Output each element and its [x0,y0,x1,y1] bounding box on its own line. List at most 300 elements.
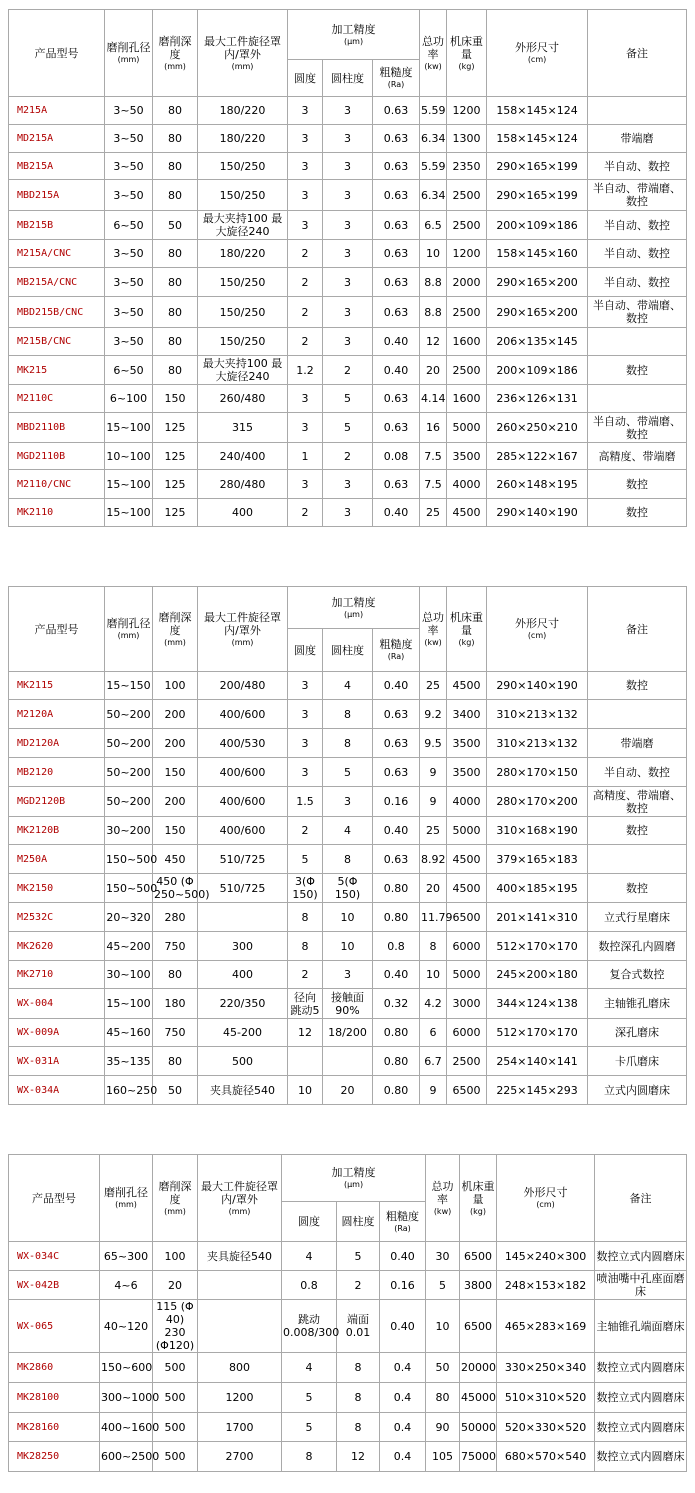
cell-roundness: 3 [288,211,323,240]
cell-bore: 45~160 [105,1019,153,1047]
col-depth: 磨削深度 (mm) [153,10,198,97]
cell-swing: 150/250 [198,153,288,180]
cell-bore: 30~100 [105,961,153,989]
cell-size: 225×145×293 [487,1076,588,1105]
cell-weight: 1200 [447,97,487,125]
cell-power: 7.5 [420,470,447,499]
cell-weight: 1300 [447,125,487,153]
cell-note [588,328,687,356]
col-cylindricity: 圆柱度 [337,1202,380,1242]
cell-swing: 500 [198,1047,288,1076]
cell-bore: 30~200 [105,817,153,845]
cell-roughness: 0.63 [373,180,420,211]
cell-roughness: 0.63 [373,211,420,240]
col-note: 备注 [588,587,687,672]
col-bore: 磨削孔径 (mm) [105,10,153,97]
cell-depth: 80 [153,125,198,153]
cell-power: 6 [420,1019,447,1047]
cell-cylindricity: 3 [323,180,373,211]
cell-model: WX-004 [9,989,105,1019]
cell-model: MD215A [9,125,105,153]
table-row [9,470,687,499]
cell-roundness: 1.2 [288,356,323,385]
cell-roughness: 0.80 [373,1076,420,1105]
col-size: 外形尺寸 (cm) [487,587,588,672]
table-row [9,787,687,817]
cell-weight: 6500 [460,1242,497,1271]
cell-roundness: 8 [282,1442,337,1472]
table-row [9,672,687,700]
cell-roughness: 0.8 [373,932,420,961]
cell-depth: 150 [153,817,198,845]
col-swing: 最大工件旋径罩内/罩外 (mm) [198,1155,282,1242]
cell-weight: 5000 [447,817,487,845]
cell-power: 5.59 [420,153,447,180]
cell-size: 290×140×190 [487,499,588,527]
cell-bore: 15~100 [105,989,153,1019]
table-row [9,845,687,874]
cell-swing: 最大夹持100 最大旋径240 [198,356,288,385]
cell-roughness: 0.63 [373,845,420,874]
cell-weight: 3800 [460,1271,497,1300]
cell-weight: 4500 [447,499,487,527]
cell-power: 5.59 [420,97,447,125]
cell-cylindricity: 3 [323,153,373,180]
table-body [9,1242,687,1472]
cell-size: 145×240×300 [497,1242,595,1271]
table-body [9,672,687,1105]
cell-size: 290×165×199 [487,180,588,211]
cell-roughness: 0.40 [380,1300,426,1353]
cell-cylindricity: 3 [323,470,373,499]
cell-swing: 400/600 [198,817,288,845]
col-power: 总功率 (kw) [426,1155,460,1242]
cell-size: 248×153×182 [497,1271,595,1300]
cell-swing: 夹具旋径540 [198,1242,282,1271]
cell-power: 8.92 [420,845,447,874]
table-row [9,961,687,989]
cell-cylindricity: 8 [337,1413,380,1442]
cell-weight: 6000 [447,932,487,961]
cell-roundness: 3 [288,97,323,125]
table-row [9,989,687,1019]
cell-bore: 600~2500 [100,1442,153,1472]
cell-depth: 80 [153,153,198,180]
col-precision: 加工精度 (μm) [288,587,420,629]
cell-roughness: 0.40 [373,499,420,527]
cell-power: 9.5 [420,729,447,758]
cell-swing [198,903,288,932]
cell-depth: 80 [153,961,198,989]
cell-size: 520×330×520 [497,1413,595,1442]
cell-note: 主轴锥孔端面磨床 [595,1300,687,1353]
cell-cylindricity: 3 [323,268,373,297]
table-row [9,297,687,328]
cell-swing: 200/480 [198,672,288,700]
cell-model: M250A [9,845,105,874]
cell-note [588,845,687,874]
cell-swing: 180/220 [198,125,288,153]
cell-model: WX-031A [9,1047,105,1076]
cell-swing: 最大夹持100 最大旋径240 [198,211,288,240]
col-note: 备注 [588,10,687,97]
cell-size: 400×185×195 [487,874,588,903]
cell-power: 4.2 [420,989,447,1019]
cell-model: MB215A [9,153,105,180]
cell-cylindricity: 10 [323,903,373,932]
cell-roughness: 0.63 [373,470,420,499]
cell-cylindricity [323,1047,373,1076]
cell-power: 8 [420,932,447,961]
cell-size: 280×170×150 [487,758,588,787]
table-row [9,268,687,297]
cell-size: 290×140×190 [487,672,588,700]
cell-roughness: 0.80 [373,1019,420,1047]
cell-bore: 50~200 [105,787,153,817]
cell-model: MK2110 [9,499,105,527]
cell-swing: 400/600 [198,758,288,787]
cell-swing: 400 [198,961,288,989]
col-weight: 机床重量 (kg) [460,1155,497,1242]
cell-power: 6.34 [420,180,447,211]
cell-weight: 4500 [447,672,487,700]
cell-roundness: 4 [282,1242,337,1271]
cell-roundness: 8 [288,932,323,961]
table-row [9,1047,687,1076]
table-row [9,153,687,180]
cell-model: M2110/CNC [9,470,105,499]
cell-note: 数控深孔内圆磨 [588,932,687,961]
cell-cylindricity: 3 [323,787,373,817]
cell-model: MBD215A [9,180,105,211]
cell-bore: 20~320 [105,903,153,932]
table-row [9,328,687,356]
cell-roundness: 2 [288,328,323,356]
cell-note: 数控立式内圆磨床 [595,1413,687,1442]
cell-power: 8.8 [420,268,447,297]
cell-roundness: 3 [288,385,323,413]
cell-cylindricity: 3 [323,499,373,527]
cell-model: MK2115 [9,672,105,700]
cell-swing: 280/480 [198,470,288,499]
cell-roundness: 3 [288,125,323,153]
table-row [9,1300,687,1353]
cell-depth: 500 [153,1442,198,1472]
cell-size: 285×122×167 [487,443,588,470]
cell-weight: 1600 [447,328,487,356]
cell-cylindricity: 5 [323,385,373,413]
cell-roughness: 0.4 [380,1383,426,1413]
cell-cylindricity: 3 [323,297,373,328]
cell-bore: 3~50 [105,240,153,268]
cell-roundness: 2 [288,240,323,268]
cell-swing: 800 [198,1353,282,1383]
cell-note [588,700,687,729]
cell-note: 数控 [588,817,687,845]
cell-power: 6.34 [420,125,447,153]
cell-roundness: 5 [288,845,323,874]
cell-note: 半自动、数控 [588,240,687,268]
spec-table-3 [8,1154,687,1472]
cell-bore: 3~50 [105,180,153,211]
cell-note: 数控立式内圆磨床 [595,1383,687,1413]
col-power: 总功率 (kw) [420,10,447,97]
cell-weight: 1200 [447,240,487,268]
cell-cylindricity: 4 [323,672,373,700]
cell-model: M215A [9,97,105,125]
cell-power: 80 [426,1383,460,1413]
cell-bore: 15~100 [105,499,153,527]
cell-model: M2120A [9,700,105,729]
col-roundness: 圆度 [288,629,323,672]
cell-power: 9 [420,1076,447,1105]
col-model: 产品型号 [9,10,105,97]
cell-note: 半自动、带端磨、数控 [588,413,687,443]
cell-note: 深孔磨床 [588,1019,687,1047]
col-roundness: 圆度 [282,1202,337,1242]
cell-swing: 150/250 [198,297,288,328]
cell-model: MK2710 [9,961,105,989]
cell-size: 254×140×141 [487,1047,588,1076]
table-row [9,874,687,903]
cell-roughness: 0.40 [373,817,420,845]
cell-depth: 80 [153,180,198,211]
col-weight: 机床重量 (kg) [447,587,487,672]
cell-model: WX-009A [9,1019,105,1047]
cell-roundness: 2 [288,817,323,845]
cell-roundness: 径向跳动5 [288,989,323,1019]
cell-cylindricity: 5 [323,413,373,443]
cell-size: 245×200×180 [487,961,588,989]
cell-depth: 50 [153,1076,198,1105]
table-body [9,97,687,527]
cell-cylindricity: 8 [323,729,373,758]
cell-roundness: 3(Φ 150) [288,874,323,903]
header-rows [9,587,687,672]
cell-depth: 200 [153,787,198,817]
header-rows [9,10,687,97]
cell-note: 喷油嘴中孔座面磨床 [596,1272,685,1298]
cell-model: MK2620 [9,932,105,961]
cell-bore: 150~500 [105,845,153,874]
col-roughness: 粗糙度 (Ra) [380,1202,426,1242]
table-row [9,413,687,443]
cell-model: M215A/CNC [9,240,105,268]
cell-note [588,385,687,413]
cell-depth: 500 [153,1353,198,1383]
cell-size: 510×310×520 [497,1383,595,1413]
cell-roughness: 0.40 [373,356,420,385]
cell-model: MB215B [9,211,105,240]
cell-weight: 2500 [447,356,487,385]
table-row [9,758,687,787]
table-row [9,1413,687,1442]
cell-note: 立式行星磨床 [588,903,687,932]
cell-power: 8.8 [420,297,447,328]
cell-model: WX-042B [9,1271,100,1300]
cell-roughness: 0.63 [373,125,420,153]
cell-power: 50 [426,1353,460,1383]
cell-roundness: 3 [288,729,323,758]
cell-depth: 750 [153,932,198,961]
col-swing: 最大工件旋径罩内/罩外 (mm) [198,587,288,672]
cell-swing: 400/530 [198,729,288,758]
cell-size: 290×165×200 [487,297,588,328]
cell-swing: 2700 [198,1442,282,1472]
cell-size: 344×124×138 [487,989,588,1019]
cell-roundness: 10 [288,1076,323,1105]
cell-roughness: 0.63 [373,268,420,297]
cell-power: 12 [420,328,447,356]
cell-roughness: 0.63 [373,297,420,328]
cell-note: 数控立式内圆磨床 [595,1242,687,1271]
cell-roundness: 1 [288,443,323,470]
cell-roughness: 0.63 [373,700,420,729]
table-row [9,97,687,125]
cell-depth: 80 [153,240,198,268]
cell-roughness: 0.63 [373,758,420,787]
cell-roughness: 0.63 [373,240,420,268]
cell-depth: 180 [153,989,198,1019]
cell-swing: 150/250 [198,328,288,356]
cell-note: 复合式数控 [588,961,687,989]
cell-bore: 4~6 [100,1271,153,1300]
cell-depth: 500 [153,1383,198,1413]
cell-cylindricity: 2 [323,443,373,470]
col-power: 总功率 (kw) [420,587,447,672]
cell-model: MBD2110B [9,413,105,443]
cell-roundness: 跳动 0.008/300 [282,1300,337,1353]
cell-weight: 5000 [447,961,487,989]
cell-note: 高精度、带端磨 [588,443,687,470]
cell-note [588,97,687,125]
table-row [9,1383,687,1413]
cell-power: 10 [420,961,447,989]
cell-note: 半自动、数控 [588,268,687,297]
cell-swing: 400/600 [198,700,288,729]
cell-model: MGD2110B [9,443,105,470]
cell-depth: 80 [153,97,198,125]
cell-swing: 45-200 [198,1019,288,1047]
cell-roughness: 0.80 [373,903,420,932]
cell-cylindricity: 接触面90% [323,989,373,1019]
cell-roundness: 5 [282,1383,337,1413]
cell-power: 30 [426,1242,460,1271]
table-row [9,700,687,729]
cell-size: 158×145×124 [487,97,588,125]
cell-cylindricity: 3 [323,328,373,356]
table-row [9,1076,687,1105]
cell-depth: 80 [153,1047,198,1076]
cell-roundness: 4 [282,1353,337,1383]
cell-swing: 150/250 [198,268,288,297]
cell-depth: 20 [153,1271,198,1300]
cell-depth: 125 [153,499,198,527]
cell-size: 680×570×540 [497,1442,595,1472]
cell-power: 25 [420,672,447,700]
cell-weight: 3500 [447,758,487,787]
table-row [9,180,687,211]
cell-bore: 3~50 [105,297,153,328]
cell-roughness: 0.32 [373,989,420,1019]
cell-cylindricity: 3 [323,97,373,125]
table-row [9,729,687,758]
cell-weight: 5000 [447,413,487,443]
cell-model: M2110C [9,385,105,413]
cell-weight: 75000 [460,1442,497,1472]
cell-size: 290×165×200 [487,268,588,297]
cell-cylindricity: 10 [323,932,373,961]
cell-depth: 500 [153,1413,198,1442]
cell-cylindricity: 5 [337,1242,380,1271]
cell-bore: 6~100 [105,385,153,413]
cell-bore: 3~50 [105,97,153,125]
cell-bore: 150~500 [105,874,153,903]
cell-size: 158×145×124 [487,125,588,153]
cell-swing: 400/600 [198,787,288,817]
cell-bore: 160~250 [105,1076,153,1105]
cell-swing: 510/725 [198,874,288,903]
cell-roundness: 3 [288,180,323,211]
cell-roundness [288,1047,323,1076]
col-size: 外形尺寸 (cm) [497,1155,595,1242]
cell-model: M2532C [9,903,105,932]
cell-weight: 3500 [447,443,487,470]
spec-table-2 [8,586,687,1105]
cell-model: MB2120 [9,758,105,787]
col-precision: 加工精度 (μm) [282,1155,426,1202]
cell-note: 带端磨 [588,125,687,153]
cell-model: MBD215B/CNC [9,297,105,328]
cell-size: 465×283×169 [497,1300,595,1353]
cell-model: MB215A/CNC [9,268,105,297]
cell-weight: 3400 [447,700,487,729]
cell-bore: 400~1600 [100,1413,153,1442]
col-bore: 磨削孔径 (mm) [105,587,153,672]
cell-size: 290×165×199 [487,153,588,180]
cell-roundness: 3 [288,470,323,499]
cell-swing: 1700 [198,1413,282,1442]
cell-roundness: 2 [288,268,323,297]
cell-weight: 2500 [447,180,487,211]
cell-size: 310×168×190 [487,817,588,845]
cell-roundness: 5 [282,1413,337,1442]
col-bore: 磨削孔径 (mm) [100,1155,153,1242]
cell-note: 立式内圆磨床 [588,1076,687,1105]
cell-bore: 3~50 [105,268,153,297]
col-depth: 磨削深度 (mm) [153,1155,198,1242]
cell-note: 数控 [588,470,687,499]
table-row [9,1271,687,1300]
cell-bore: 35~135 [105,1047,153,1076]
cell-size: 280×170×200 [487,787,588,817]
cell-depth: 450 (Φ 250~500) [154,875,210,901]
cell-bore: 3~50 [105,153,153,180]
cell-bore: 3~50 [105,125,153,153]
cell-note: 半自动、带端磨、数控 [588,297,687,328]
cell-cylindricity: 2 [323,356,373,385]
cell-weight: 4500 [447,874,487,903]
cell-note: 数控 [588,874,687,903]
cell-cylindricity: 18/200 [323,1019,373,1047]
cell-bore: 3~50 [105,328,153,356]
cell-bore: 65~300 [100,1242,153,1271]
col-weight: 机床重量 (kg) [447,10,487,97]
cell-swing: 150/250 [198,180,288,211]
col-roundness: 圆度 [288,60,323,97]
cell-roughness: 0.08 [373,443,420,470]
cell-roughness: 0.16 [380,1271,426,1300]
